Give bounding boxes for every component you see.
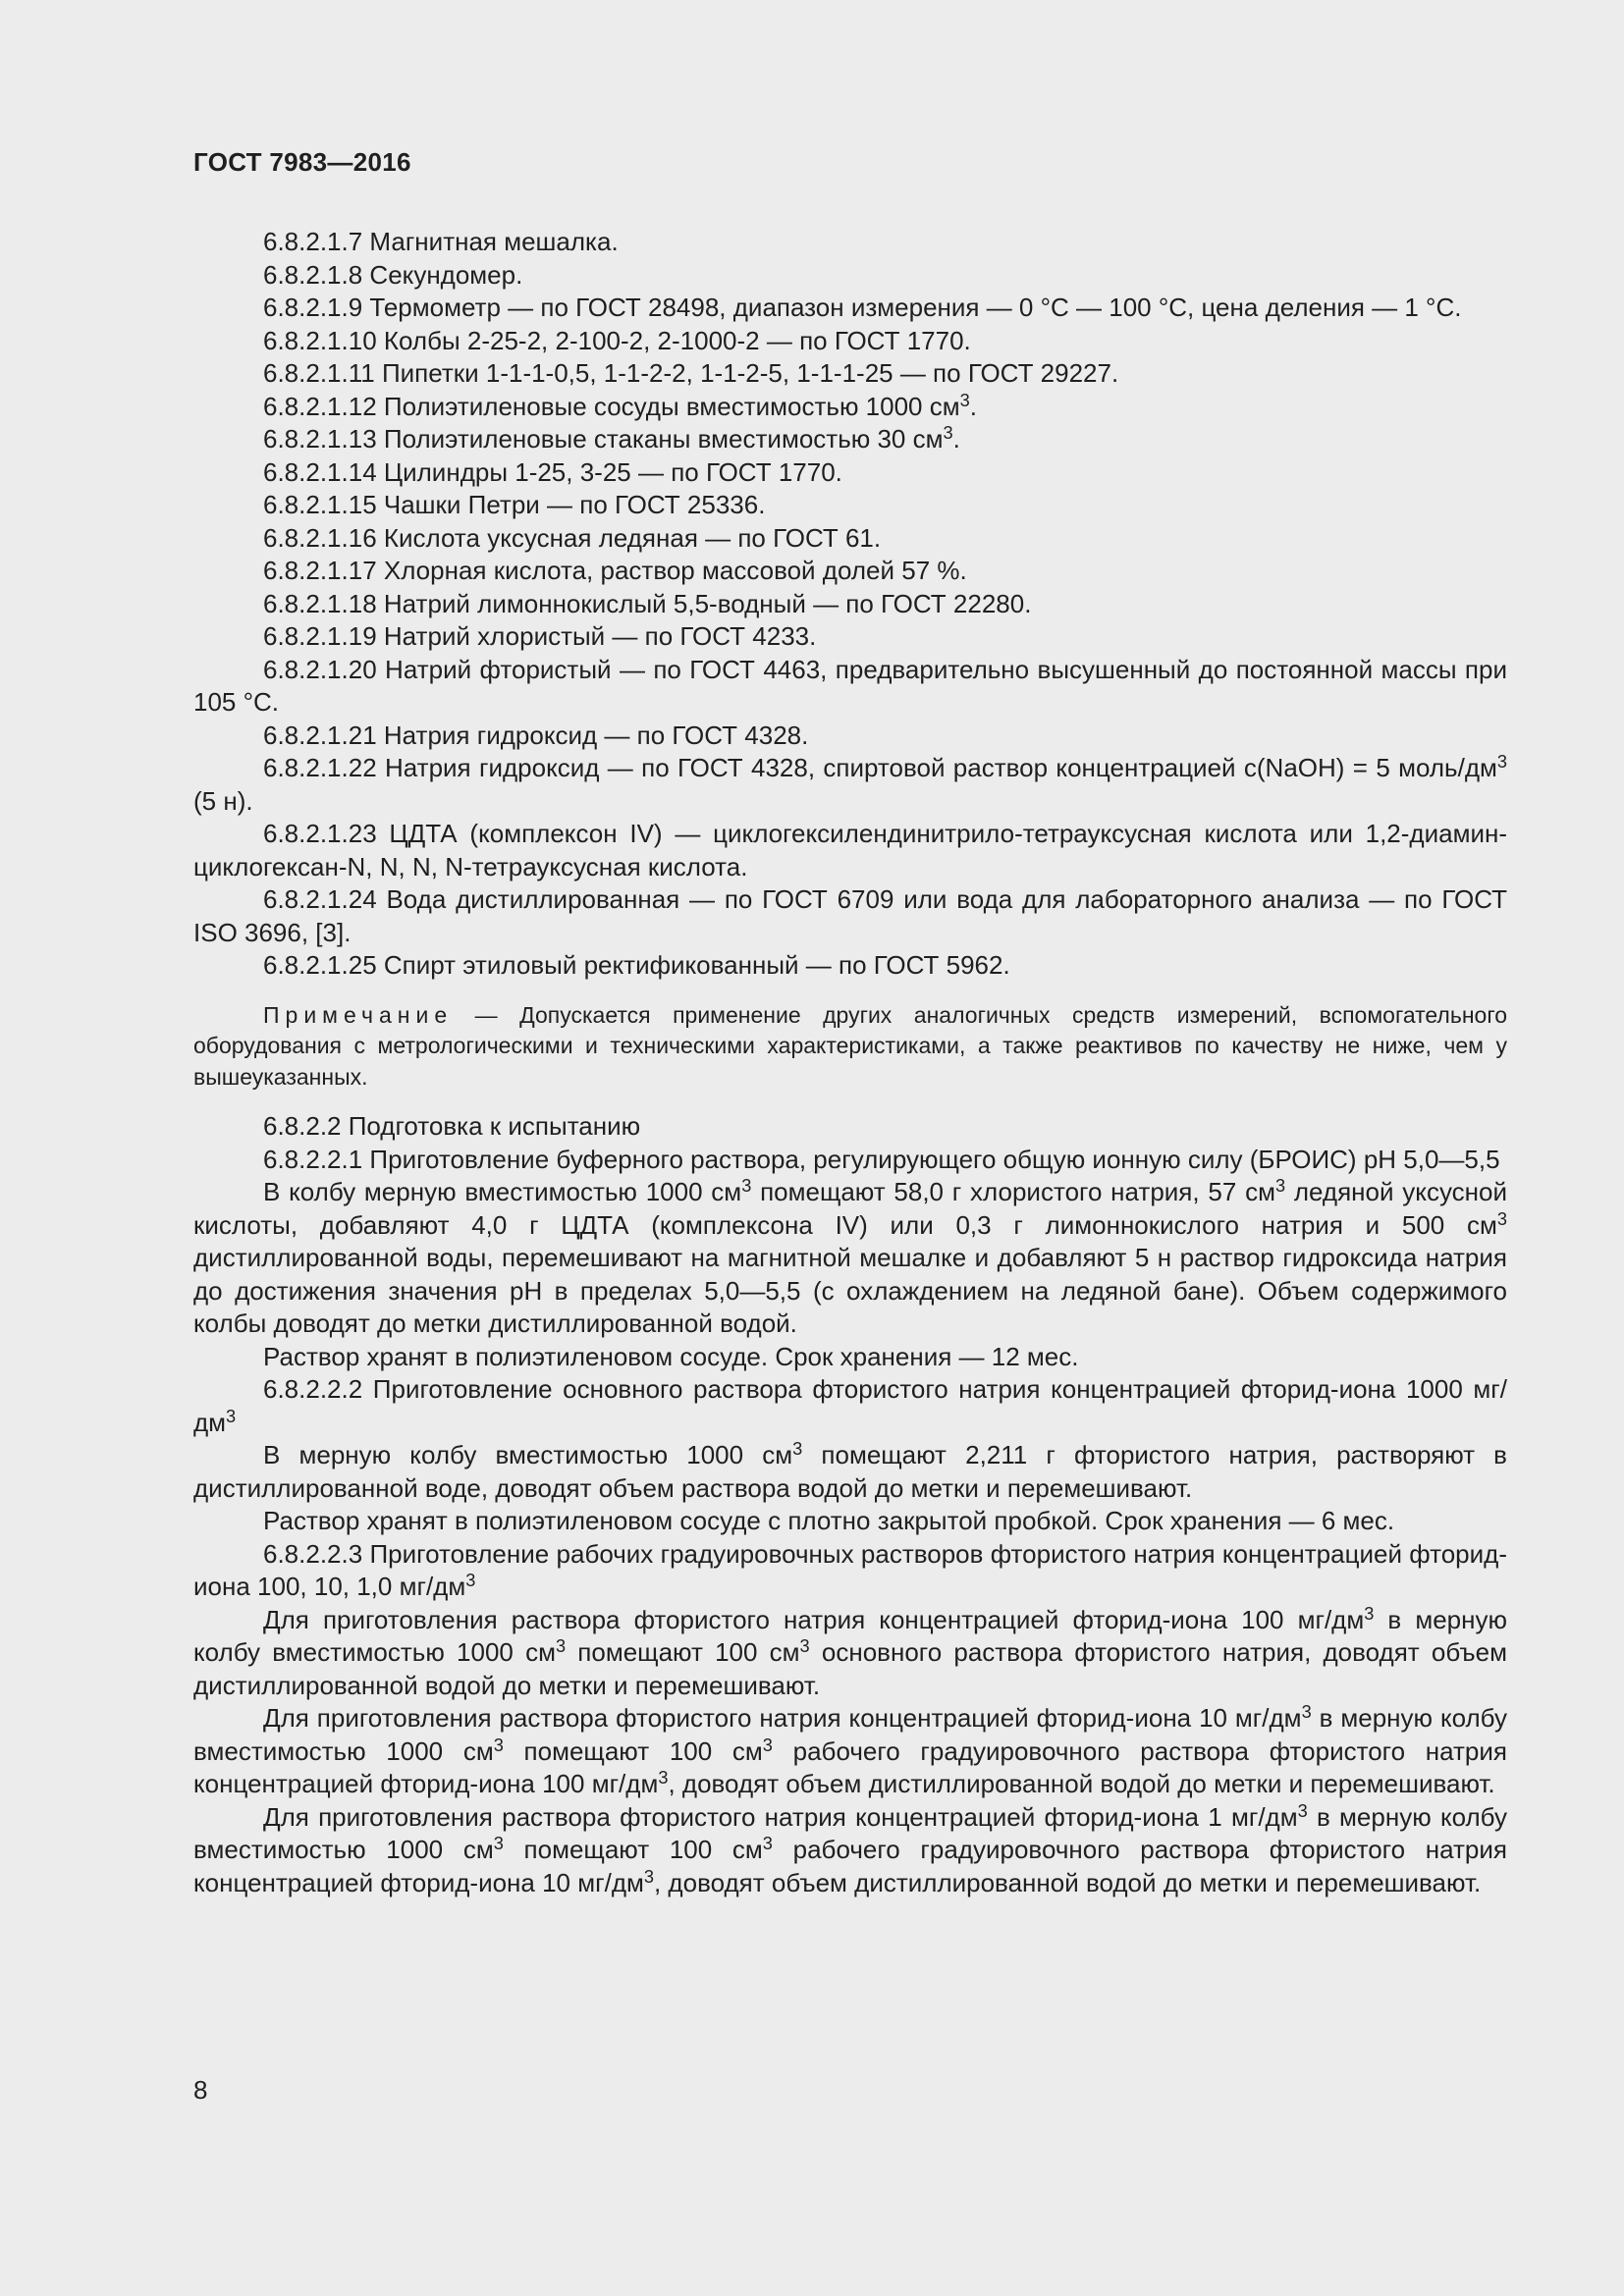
- paragraph: [193, 1110, 1507, 1144]
- paragraph-text: 6.8.2.2.2 Приготовление основного раствора фтористого натрия концентрацией фторид-иона 1000 мг/дм: [193, 1374, 1507, 1437]
- paragraph-text: помещают 100 см: [503, 1735, 763, 1766]
- paragraph-text: 6.8.2.1.20 Натрий фтористый — по ГОСТ 4463, предварительно высушенный до постоянной массы при 105 °С.: [193, 654, 1507, 717]
- paragraph: [193, 1505, 1507, 1538]
- paragraph: [193, 391, 1507, 424]
- paragraph-text: 6.8.2.1.9 Термометр — по ГОСТ 28498, диапазон измерения — 0 °С — 100 °С, цена деления — 1 °С.: [263, 293, 1462, 322]
- note-text: — Допускается применение других аналогичных средств измерений, вспомогательного оборудования с метрологическими и техническими характеристиками, а также реактивов по качеству не ниже, чем у вышеуказанных.: [193, 1001, 1507, 1090]
- paragraph-text: ледяной уксусной кислоты, добавляют 4,0 г ЦДТА (комплексона IV) или 0,3 г лимоннокислого натрия и 500 см: [193, 1177, 1507, 1240]
- superscript: 3: [643, 1866, 654, 1887]
- paragraph-text: 6.8.2.1.18 Натрий лимоннокислый 5,5-водный — по ГОСТ 22280.: [263, 588, 1032, 618]
- paragraph: [193, 1373, 1507, 1439]
- superscript: 3: [1496, 1208, 1507, 1229]
- paragraph: [193, 1341, 1507, 1374]
- paragraph-text: помещают 100 см: [566, 1637, 800, 1667]
- paragraph: [193, 555, 1507, 588]
- paragraph-text: 6.8.2.1.10 Колбы 2-25-2, 2-100-2, 2-1000-2 — по ГОСТ 1770.: [263, 325, 971, 355]
- paragraph-text: 6.8.2.2.3 Приготовление рабочих градуировочных растворов фтористого натрия концентрацией фторид-иона 100, 10, 1,0 мг/дм: [193, 1538, 1507, 1601]
- paragraph: [193, 423, 1507, 456]
- paragraph-text: помещают 2,211 г фтористого натрия, растворяют в дистиллированной воде, доводят объем раствора водой до метки и перемешивают.: [193, 1440, 1507, 1503]
- superscript: 3: [555, 1635, 567, 1656]
- superscript: 3: [493, 1833, 504, 1853]
- paragraph: [193, 456, 1507, 490]
- superscript: 3: [1301, 1701, 1312, 1722]
- paragraph-text: Для приготовления раствора фтористого натрия концентрацией фторид-иона 100 мг/дм: [263, 1604, 1365, 1634]
- paragraph: [193, 1144, 1507, 1177]
- paragraph: [193, 752, 1507, 818]
- paragraph: [193, 720, 1507, 753]
- superscript: 3: [658, 1767, 669, 1788]
- paragraph: [193, 292, 1507, 325]
- superscript: 3: [493, 1735, 504, 1755]
- paragraph: [193, 949, 1507, 983]
- note-label: Примечание: [263, 1001, 454, 1028]
- paragraph-text: , доводят объем дистиллированной водой до метки и перемешивают.: [653, 1867, 1482, 1897]
- paragraph-text: , доводят объем дистиллированной водой до метки и перемешивают.: [668, 1769, 1495, 1798]
- paragraph: [193, 259, 1507, 293]
- superscript: 3: [1274, 1175, 1286, 1196]
- superscript: 3: [226, 1406, 237, 1426]
- paragraph-text: 6.8.2.2 Подготовка к испытанию: [263, 1111, 641, 1141]
- superscript: 3: [1297, 1800, 1308, 1821]
- superscript: 3: [1496, 751, 1507, 772]
- paragraph: [193, 883, 1507, 949]
- paragraph-text: 6.8.2.1.24 Вода дистиллированная — по ГОСТ 6709 или вода для лабораторного анализа — по ГОСТ ISO 3696, [3].: [193, 884, 1507, 947]
- paragraph: [193, 489, 1507, 522]
- document-header: ГОСТ 7983—2016: [193, 147, 411, 177]
- note: [193, 1000, 1507, 1094]
- equipment-list: [193, 226, 1507, 983]
- paragraph: [193, 818, 1507, 883]
- paragraph: [193, 588, 1507, 621]
- paragraph-text: Для приготовления раствора фтористого натрия концентрацией фторид-иона 10 мг/дм: [263, 1703, 1302, 1733]
- paragraph-text: в мерную колбу вместимостью 1000 см: [193, 1703, 1508, 1766]
- superscript: 3: [762, 1833, 773, 1853]
- paragraph-text: рабочего градуировочного раствора фтористого натрия концентрацией фторид-иона 100 мг/дм: [193, 1735, 1507, 1798]
- paragraph-text: .: [969, 391, 977, 421]
- paragraph: [193, 357, 1507, 391]
- paragraph-text: дистиллированной воды, перемешивают на магнитной мешалке и добавляют 5 н раствор гидроксида натрия до достижения значения pH в пределах 5,0—5,5 (с охлаждением на ледяной бане). Объем содержимого колбы доводят до метки дистиллированной водой.: [193, 1243, 1507, 1338]
- paragraph: [193, 1176, 1507, 1341]
- paragraph: [193, 1801, 1507, 1900]
- paragraph-text: в мерную колбу вместимостью 1000 см: [193, 1604, 1507, 1667]
- paragraph-text: в мерную колбу вместимостью 1000 см: [193, 1801, 1507, 1864]
- paragraph: [193, 325, 1507, 358]
- paragraph-text: Раствор хранят в полиэтиленовом сосуде. Срок хранения — 12 мес.: [263, 1341, 1079, 1371]
- paragraph: [193, 226, 1507, 259]
- paragraph-text: помещают 100 см: [503, 1835, 763, 1864]
- superscript: 3: [762, 1735, 773, 1755]
- paragraph-text: 6.8.2.1.16 Кислота уксусная ледяная — по ГОСТ 61.: [263, 522, 882, 553]
- document-body: [193, 226, 1507, 1899]
- paragraph: [193, 1702, 1507, 1801]
- paragraph-text: 6.8.2.1.11 Пипетки 1-1-1-0,5, 1-1-2-2, 1-1-2-5, 1-1-1-25 — по ГОСТ 29227.: [263, 358, 1119, 388]
- paragraph-text: 6.8.2.1.8 Секундомер.: [263, 259, 523, 290]
- paragraph: [193, 522, 1507, 556]
- paragraph-text: 6.8.2.1.22 Натрия гидроксид — по ГОСТ 4328, спиртовой раствор концентрацией c(NaOH) = 5 моль/дм: [263, 753, 1497, 782]
- superscript: 3: [792, 1438, 803, 1459]
- paragraph-text: 6.8.2.1.25 Спирт этиловый ректификованный — по ГОСТ 5962.: [263, 950, 1010, 980]
- superscript: 3: [1364, 1603, 1375, 1624]
- page-number: 8: [193, 2075, 208, 2105]
- paragraph-text: 6.8.2.1.21 Натрия гидроксид — по ГОСТ 4328.: [263, 720, 809, 750]
- paragraph: [193, 1538, 1507, 1604]
- paragraph-text: 6.8.2.1.7 Магнитная мешалка.: [263, 227, 619, 256]
- superscript: 3: [799, 1635, 810, 1656]
- paragraph-text: 6.8.2.1.13 Полиэтиленовые стаканы вместимостью 30 см: [263, 424, 944, 454]
- paragraph-text: .: [952, 424, 960, 454]
- paragraph: [193, 1439, 1507, 1505]
- preparation-section: [193, 1110, 1507, 1899]
- paragraph-text: 6.8.2.1.12 Полиэтиленовые сосуды вместимостью 1000 см: [263, 391, 960, 421]
- paragraph-text: 6.8.2.2.1 Приготовление буферного раствора, регулирующего общую ионную силу (БРОИС) pH 5,0—5,5: [263, 1144, 1500, 1174]
- paragraph-text: 6.8.2.1.15 Чашки Петри — по ГОСТ 25336.: [263, 490, 766, 519]
- paragraph-text: рабочего градуировочного раствора фтористого натрия концентрацией фторид-иона 10 мг/дм: [193, 1835, 1507, 1897]
- paragraph-text: Раствор хранят в полиэтиленовом сосуде с плотно закрытой пробкой. Срок хранения — 6 мес.: [263, 1506, 1395, 1535]
- paragraph: [193, 654, 1507, 720]
- paragraph-text: помещают 58,0 г хлористого натрия, 57 см: [751, 1177, 1275, 1206]
- paragraph-text: 6.8.2.1.14 Цилиндры 1-25, 3-25 — по ГОСТ 1770.: [263, 456, 842, 487]
- superscript: 3: [959, 390, 970, 410]
- paragraph-text: В колбу мерную вместимостью 1000 см: [263, 1177, 742, 1206]
- paragraph: [193, 620, 1507, 654]
- superscript: 3: [465, 1570, 476, 1590]
- paragraph-text: 6.8.2.1.19 Натрий хлористый — по ГОСТ 4233.: [263, 621, 817, 651]
- superscript: 3: [943, 422, 953, 443]
- paragraph-text: В мерную колбу вместимостью 1000 см: [263, 1440, 793, 1469]
- superscript: 3: [741, 1175, 752, 1196]
- paragraph: [193, 1604, 1507, 1703]
- paragraph-text: Для приготовления раствора фтористого натрия концентрацией фторид-иона 1 мг/дм: [263, 1801, 1298, 1832]
- paragraph-text: 6.8.2.1.17 Хлорная кислота, раствор массовой долей 57 %.: [263, 556, 967, 585]
- paragraph-text: 6.8.2.1.23 ЦДТА (комплексон IV) — циклогексилендинитрило-тетрауксусная кислота или 1,2-диамин-циклогексан-N, N, N, N-тетрауксусная кислота.: [193, 819, 1507, 881]
- paragraph-text: основного раствора фтористого натрия, доводят объем дистиллированной водой до метки и перемешивают.: [193, 1637, 1507, 1700]
- paragraph-text: (5 н).: [193, 785, 253, 816]
